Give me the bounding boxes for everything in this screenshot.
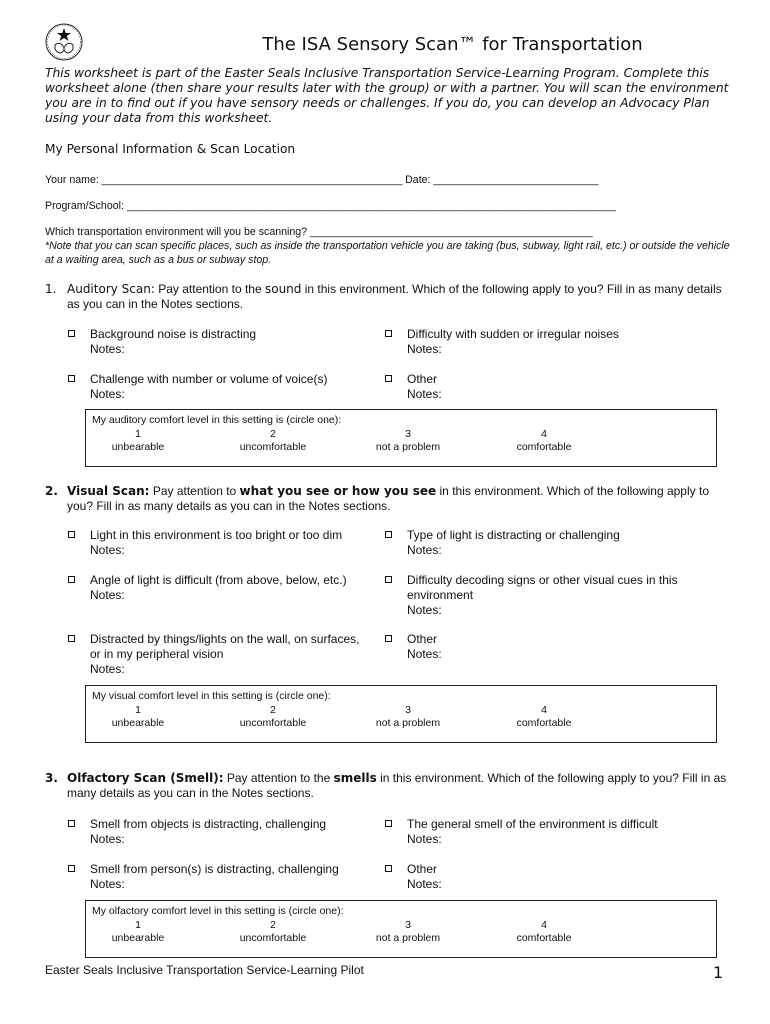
- checkbox[interactable]: [385, 576, 392, 583]
- intro-paragraph: This worksheet is part of the Easter Seals Inclusive Transportation Service-Learning Program. Complete this worksheet alone (then share your results later with the group) or with a partner. You will scan the environment you are in to find out if you have sensory needs or challenges. If you do, you can develop an Advocacy Plan using your data from this worksheet.: [45, 66, 729, 125]
- checkbox[interactable]: [68, 531, 75, 538]
- checkbox[interactable]: [385, 375, 392, 382]
- visual-option[interactable]: Other Notes:: [385, 632, 685, 662]
- checkbox[interactable]: [385, 330, 392, 337]
- olfactory-option[interactable]: Smell from objects is distracting, challenging Notes:: [68, 817, 368, 847]
- comfort-level-1[interactable]: 1 unbearable: [111, 704, 165, 729]
- section-number: 1.: [45, 282, 57, 296]
- section-name: Olfactory Scan (Smell):: [67, 771, 224, 785]
- comfort-level-2[interactable]: 2 uncomfortable: [239, 919, 307, 944]
- visual-option[interactable]: Light in this environment is too bright or too dim Notes:: [68, 528, 368, 558]
- checkbox[interactable]: [385, 865, 392, 872]
- olfactory-option[interactable]: Smell from person(s) is distracting, challenging Notes:: [68, 862, 368, 892]
- section-name: Visual Scan:: [67, 484, 150, 498]
- auditory-section-heading: 1. Auditory Scan: Pay attention to the sound in this environment. Which of the following apply to you? Fill in as many details as you can in the Notes sections.: [45, 282, 722, 311]
- visual-option[interactable]: Distracted by things/lights on the wall, on surfaces, or in my peripheral vision Notes:: [68, 632, 368, 677]
- checkbox[interactable]: [385, 531, 392, 538]
- auditory-option[interactable]: Background noise is distracting Notes:: [68, 327, 368, 357]
- auditory-option[interactable]: Challenge with number or volume of voice(s) Notes:: [68, 372, 368, 402]
- name-date-field[interactable]: Your name: ___________________________________________________ Date: ____________________________: [45, 174, 599, 186]
- section-number: 3.: [45, 771, 58, 785]
- olfactory-option[interactable]: The general smell of the environment is difficult Notes:: [385, 817, 685, 847]
- checkbox[interactable]: [68, 330, 75, 337]
- comfort-level-1[interactable]: 1 unbearable: [111, 919, 165, 944]
- page-number: 1: [713, 963, 724, 982]
- auditory-option[interactable]: Difficulty with sudden or irregular noises Notes:: [385, 327, 685, 357]
- scan-note: *Note that you can scan specific places, such as inside the transportation vehicle you are taking (bus, subway, light rail, etc.) or outside the vehicle at a waiting area, such as a bus or subway stop.: [45, 240, 730, 266]
- checkbox[interactable]: [68, 576, 75, 583]
- checkbox[interactable]: [385, 820, 392, 827]
- comfort-level-2[interactable]: 2 uncomfortable: [239, 704, 307, 729]
- checkbox[interactable]: [68, 865, 75, 872]
- page-title: The ISA Sensory Scan™ for Transportation: [262, 34, 643, 55]
- auditory-comfort-box: My auditory comfort level in this setting is (circle one): 1 unbearable 2 uncomfortable 3 not a problem 4 comfortable: [85, 409, 717, 467]
- easter-seals-logo: [44, 22, 84, 62]
- comfort-level-3[interactable]: 3 not a problem: [375, 919, 441, 944]
- personal-info-heading: My Personal Information & Scan Location: [45, 142, 296, 156]
- checkbox[interactable]: [68, 635, 75, 642]
- visual-option[interactable]: Type of light is distracting or challenging Notes:: [385, 528, 685, 558]
- visual-section-heading: 2. Visual Scan: Pay attention to what you see or how you see in this environment. Which of the following apply to you? Fill in as many details as you can in the Notes sections.: [45, 484, 709, 513]
- olfactory-option[interactable]: Other Notes:: [385, 862, 685, 892]
- comfort-level-3[interactable]: 3 not a problem: [375, 428, 441, 453]
- section-emphasis: sound: [264, 282, 302, 296]
- checkbox[interactable]: [68, 375, 75, 382]
- section-emphasis: smells: [333, 771, 377, 785]
- comfort-level-4[interactable]: 4 comfortable: [516, 428, 572, 453]
- visual-option[interactable]: Angle of light is difficult (from above, below, etc.) Notes:: [68, 573, 368, 603]
- auditory-option[interactable]: Other Notes:: [385, 372, 685, 402]
- checkbox[interactable]: [385, 635, 392, 642]
- comfort-level-4[interactable]: 4 comfortable: [516, 704, 572, 729]
- section-number: 2.: [45, 484, 58, 498]
- comfort-level-1[interactable]: 1 unbearable: [111, 428, 165, 453]
- footer-text: Easter Seals Inclusive Transportation Service-Learning Pilot: [45, 963, 364, 977]
- comfort-level-2[interactable]: 2 uncomfortable: [239, 428, 307, 453]
- comfort-level-3[interactable]: 3 not a problem: [375, 704, 441, 729]
- environment-field[interactable]: Which transportation environment will you be scanning? ________________________________________________: [45, 226, 593, 238]
- section-name: Auditory Scan:: [67, 282, 155, 296]
- olfactory-section-heading: 3. Olfactory Scan (Smell): Pay attention to the smells in this environment. Which of the following apply to you? Fill in as many details as you can in the Notes sections.: [45, 771, 727, 800]
- visual-comfort-box: My visual comfort level in this setting is (circle one): 1 unbearable 2 uncomfortable 3 not a problem 4 comfortable: [85, 685, 717, 743]
- olfactory-comfort-box: My olfactory comfort level in this setting is (circle one): 1 unbearable 2 uncomfortable 3 not a problem 4 comfortable: [85, 900, 717, 958]
- comfort-level-4[interactable]: 4 comfortable: [516, 919, 572, 944]
- program-school-field[interactable]: Program/School: ___________________________________________________________________________________: [45, 200, 616, 212]
- checkbox[interactable]: [68, 820, 75, 827]
- visual-option[interactable]: Difficulty decoding signs or other visual cues in this environment Notes:: [385, 573, 685, 618]
- section-emphasis: what you see or how you see: [239, 484, 437, 498]
